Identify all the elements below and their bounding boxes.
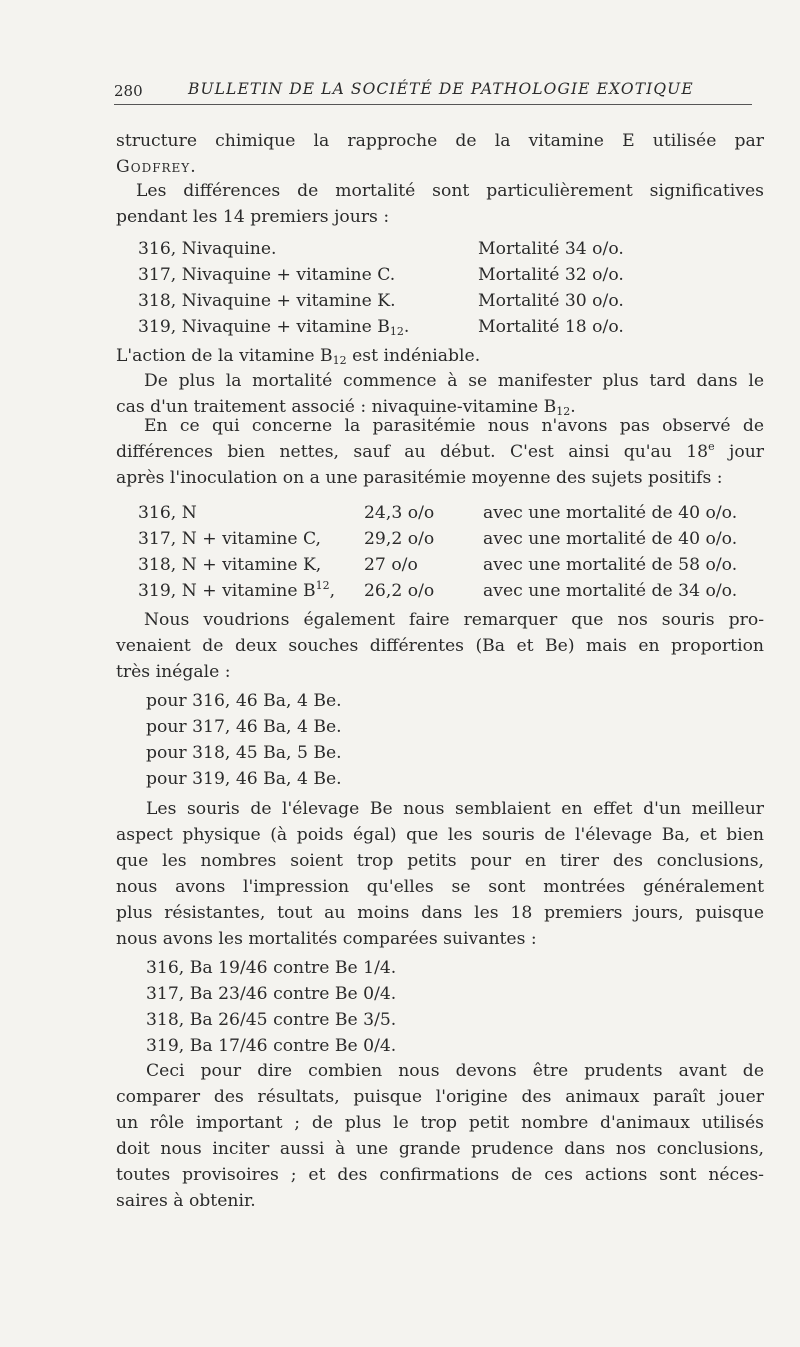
paragraph-5 <box>116 413 764 491</box>
parasitemia-value: 29,2 o/o <box>364 529 435 549</box>
superscript: 12 <box>315 579 330 592</box>
text-line: très inégale : <box>116 662 231 682</box>
author-name: Godfrey. <box>116 157 197 177</box>
text: . <box>570 397 576 417</box>
text-line: Les souris de l'élevage Be nous semblaient en effet d'un meilleur <box>146 799 764 819</box>
treatment-label: 316, N <box>138 503 197 523</box>
mortality-value: Mortalité 34 o/o. <box>478 239 624 259</box>
paragraph-6 <box>116 607 764 685</box>
mortality-value: avec une mortalité de 58 o/o. <box>483 555 738 575</box>
text: L'action de la vitamine B <box>116 346 333 366</box>
text-line: que les nombres soient trop petits pour en tirer des conclusions, <box>116 851 764 871</box>
text-line: Nous voudrions également faire remarquer que nos souris pro- <box>144 610 764 630</box>
text-line: pendant les 14 premiers jours : <box>116 207 390 227</box>
text: différences bien nettes, sauf au début. C'est ainsi qu'au 18 <box>116 442 709 462</box>
list-item: pour 317, 46 Ba, 4 Be. <box>146 717 342 737</box>
text-line: venaient de deux souches différentes (Ba et Be) mais en proportion <box>116 636 764 656</box>
mortality-value: avec une mortalité de 40 o/o. <box>483 503 738 523</box>
text-line: toutes provisoires ; et des confirmations de ces actions sont néces- <box>116 1165 764 1185</box>
parasitemia-value: 27 o/o <box>364 555 418 575</box>
treatment-label: 317, N + vitamine C, <box>138 529 321 549</box>
mortality-value: Mortalité 30 o/o. <box>478 291 624 311</box>
text-line <box>116 343 764 369</box>
page-number: 280 <box>114 82 143 100</box>
subscript: 12 <box>556 405 571 418</box>
subscript: 12 <box>389 325 404 338</box>
paragraph-8 <box>116 1058 764 1214</box>
text: 319, N + vitamine B <box>138 581 316 601</box>
list-item: 319, Ba 17/46 contre Be 0/4. <box>146 1036 397 1056</box>
text-line: nous avons les mortalités comparées suivantes : <box>116 929 537 949</box>
treatment-label: 316, Nivaquine. <box>138 239 277 259</box>
list-item: 316, Ba 19/46 contre Be 1/4. <box>146 958 397 978</box>
mortality-value: avec une mortalité de 34 o/o. <box>483 581 738 601</box>
text-line: saires à obtenir. <box>116 1191 256 1211</box>
mortality-value: Mortalité 18 o/o. <box>478 317 624 337</box>
text-line: En ce qui concerne la parasitémie nous n'avons pas observé de <box>144 416 764 436</box>
text-line: structure chimique la rapproche de la vitamine E utilisée par <box>116 131 764 151</box>
paragraph-2 <box>116 178 764 230</box>
text-line: aspect physique (à poids égal) que les souris de l'élevage Ba, et bien <box>116 825 764 845</box>
text-line: doit nous inciter aussi à une grande prudence dans nos conclusions, <box>116 1139 764 1159</box>
header-rule <box>114 104 752 105</box>
parasitemia-value: 24,3 o/o <box>364 503 435 523</box>
superscript: e <box>708 440 715 453</box>
text-line: comparer des résultats, puisque l'origine des animaux paraît jouer <box>116 1087 764 1107</box>
list-item: 318, Ba 26/45 contre Be 3/5. <box>146 1010 397 1030</box>
list-item: pour 318, 45 Ba, 5 Be. <box>146 743 342 763</box>
text-line: Ceci pour dire combien nous devons être prudents avant de <box>146 1061 764 1081</box>
list-item: pour 316, 46 Ba, 4 Be. <box>146 691 342 711</box>
journal-title: BULLETIN DE LA SOCIÉTÉ DE PATHOLOGIE EXOTIQUE <box>188 80 694 98</box>
text-line: De plus la mortalité commence à se manifester plus tard dans le <box>144 371 764 391</box>
list-item: pour 319, 46 Ba, 4 Be. <box>146 769 342 789</box>
text: cas d'un traitement associé : nivaquine-vitamine B <box>116 397 557 417</box>
subscript: 12 <box>332 354 347 367</box>
text: . <box>403 317 410 337</box>
text-line <box>116 439 764 465</box>
paragraph-1 <box>116 128 764 180</box>
text-line: Les différences de mortalité sont particulièrement significatives <box>136 181 764 201</box>
running-header <box>114 80 750 104</box>
text: 319, Nivaquine + vitamine B <box>138 317 390 337</box>
paragraph-7 <box>116 796 764 952</box>
text-line: nous avons l'impression qu'elles se sont montrées généralement <box>116 877 764 897</box>
text: , <box>329 581 336 601</box>
text-line: plus résistantes, tout au moins dans les 18 premiers jours, puisque <box>116 903 764 923</box>
text-line: un rôle important ; de plus le trop petit nombre d'animaux utilisés <box>116 1113 764 1133</box>
treatment-label <box>138 314 409 340</box>
treatment-label <box>138 578 335 604</box>
paragraph-3 <box>116 343 764 369</box>
text: est indéniable. <box>346 346 481 366</box>
text: jour <box>714 442 764 462</box>
mortality-value: Mortalité 32 o/o. <box>478 265 624 285</box>
treatment-label: 317, Nivaquine + vitamine C. <box>138 265 396 285</box>
treatment-label: 318, N + vitamine K, <box>138 555 322 575</box>
text-line: après l'inoculation on a une parasitémie moyenne des sujets positifs : <box>116 468 723 488</box>
parasitemia-value: 26,2 o/o <box>364 581 435 601</box>
mortality-value: avec une mortalité de 40 o/o. <box>483 529 738 549</box>
list-item: 317, Ba 23/46 contre Be 0/4. <box>146 984 397 1004</box>
treatment-label: 318, Nivaquine + vitamine K. <box>138 291 396 311</box>
